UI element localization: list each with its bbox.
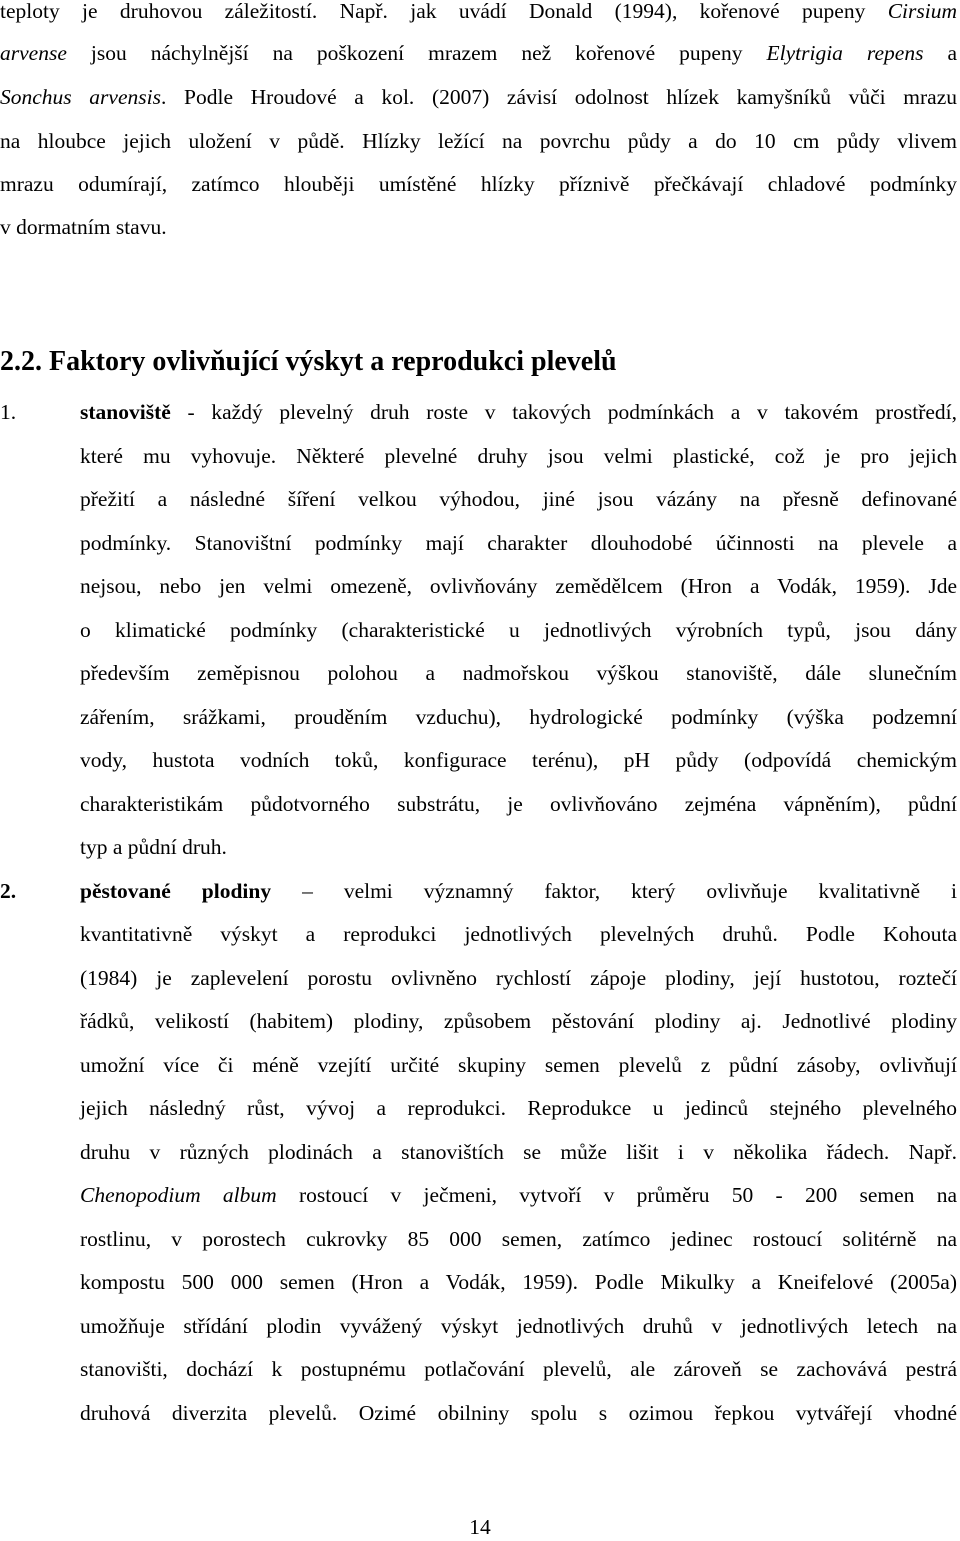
item2-line: druhu v různých plodinách a stanovištích se může lišit i v několika řádech. Např. bbox=[80, 1140, 957, 1164]
intro-line-3: Sonchus arvensis. Podle Hroudové a kol. (2007) závisí odolnost hlízek kamyšníků vůči mrazu bbox=[0, 85, 958, 109]
item2-line: jejich následný růst, vývoj a reprodukci. Reprodukce u jedinců stejného plevelného bbox=[80, 1096, 957, 1120]
item2-line: druhová diverzita plevelů. Ozimé obilniny spolu s ozimou řepkou vytvářejí vhodné bbox=[80, 1401, 957, 1425]
item2-line-1: pěstované plodiny – velmi významný faktor, který ovlivňuje kvalitativně i bbox=[80, 879, 957, 903]
item2-line: stanovišti, dochází k postupnému potlačování plevelů, ale zároveň se zachovává pestrá bbox=[80, 1357, 957, 1381]
species-name: Chenopodium album bbox=[80, 1183, 277, 1207]
species-name: Elytrigia repens bbox=[766, 41, 924, 65]
item2-line: rostlinu, v porostech cukrovky 85 000 semen, zatímco jedinec rostoucí solitérně na bbox=[80, 1227, 957, 1251]
species-name: Sonchus arvensis bbox=[0, 85, 161, 109]
item2-line: umožní více či méně vzejítí určité skupiny semen plevelů z půdní zásoby, ovlivňují bbox=[80, 1053, 957, 1077]
item1-line: podmínky. Stanovištní podmínky mají charakter dlouhodobé účinnosti na plevele a bbox=[80, 531, 957, 555]
item2-line: (1984) je zaplevelení porostu ovlivněno rychlostí zápoje plodiny, její hustotou, roztečí bbox=[80, 966, 957, 990]
item1-line: vody, hustota vodních toků, konfigurace terénu), pH půdy (odpovídá chemickým bbox=[80, 748, 957, 772]
species-name: arvense bbox=[0, 41, 67, 65]
item1-line-1: stanoviště - každý plevelný druh roste v takových podmínkách a v takovém prostředí, bbox=[80, 400, 957, 424]
item2-line: kvantitativně výskyt a reprodukci jednotlivých plevelných druhů. Podle Kohouta bbox=[80, 922, 957, 946]
intro-line-1: teploty je druhovou záležitostí. Např. jak uvádí Donald (1994), kořenové pupeny Cirsium bbox=[0, 0, 957, 23]
intro-line-5: mrazu odumírají, zatímco hlouběji umístěné hlízky příznivě přečkávají chladové podmínky bbox=[0, 172, 957, 196]
item2-line: umožňuje střídání plodin vyvážený výskyt jednotlivých druhů v jednotlivých letech na bbox=[80, 1314, 957, 1338]
item2-line: Chenopodium album rostoucí v ječmeni, vytvoří v průměru 50 - 200 semen na bbox=[80, 1183, 957, 1207]
item2-line: kompostu 500 000 semen (Hron a Vodák, 1959). Podle Mikulky a Kneifelové (2005a) bbox=[80, 1270, 957, 1294]
item1-line: nejsou, nebo jen velmi omezeně, ovlivňovány zemědělcem (Hron a Vodák, 1959). Jde bbox=[80, 574, 957, 598]
list-item-number: 2. bbox=[0, 879, 17, 903]
item1-line: charakteristikám půdotvorného substrátu, je ovlivňováno zejména vápněním), půdní bbox=[80, 792, 957, 816]
species-name: Cirsium bbox=[887, 0, 957, 23]
list-item-term: stanoviště bbox=[80, 400, 171, 424]
list-item-number: 1. bbox=[0, 400, 17, 424]
item1-line: o klimatické podmínky (charakteristické u jednotlivých výrobních typů, jsou dány bbox=[80, 618, 957, 642]
list-item-term: pěstované plodiny bbox=[80, 879, 272, 903]
item1-line: především zeměpisnou polohou a nadmořskou výškou stanoviště, dále slunečním bbox=[80, 661, 957, 685]
item1-line: zářením, srážkami, prouděním vzduchu), hydrologické podmínky (výška podzemní bbox=[80, 705, 957, 729]
item2-line: řádků, velikostí (habitem) plodiny, způsobem pěstování plodiny aj. Jednotlivé plodiny bbox=[80, 1009, 957, 1033]
intro-line-4: na hloubce jejich uložení v půdě. Hlízky ležící na povrchu půdy a do 10 cm půdy vlivem bbox=[0, 129, 957, 153]
page-number: 14 bbox=[469, 1515, 491, 1539]
section-heading: 2.2. Faktory ovlivňující výskyt a reprodukci plevelů bbox=[0, 346, 617, 377]
item1-line: typ a půdní druh. bbox=[80, 835, 227, 859]
item1-line: přežití a následné šíření velkou výhodou, jiné jsou vázány na přesně definované bbox=[80, 487, 957, 511]
intro-line-6: v dormatním stavu. bbox=[0, 215, 167, 239]
intro-line-2: arvense jsou náchylnější na poškození mrazem než kořenové pupeny Elytrigia repens a bbox=[0, 41, 957, 65]
item1-line: které mu vyhovuje. Některé plevelné druhy jsou velmi plastické, což je pro jejich bbox=[80, 444, 957, 468]
